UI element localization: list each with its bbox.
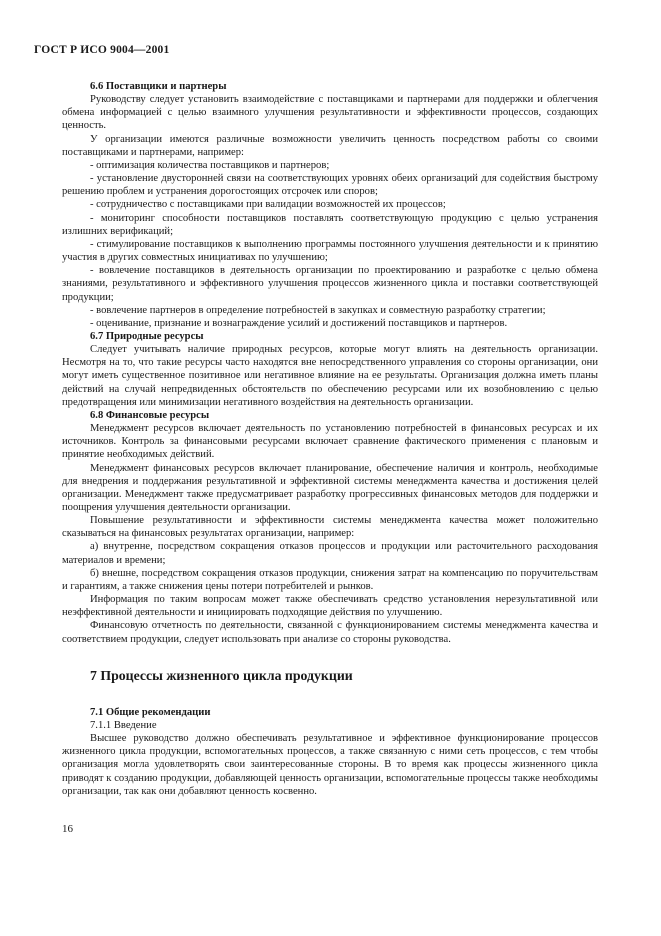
- paragraph: Информация по таким вопросам может также обеспечивать средство установления нерезультативной или неэффективной деятельности и инициировать подходящие действия по улучшению.: [62, 594, 598, 619]
- section-heading-7: 7 Процессы жизненного цикла продукции: [90, 667, 353, 683]
- section-heading-6-7: 6.7 Природные ресурсы: [90, 330, 204, 342]
- paragraph: Менеджмент финансовых ресурсов включает планирование, обеспечение наличия и контроль, необходимые для внедрения и поддержания результативной и эффективной системы менеджмента качества и достижения целей организации. Менеджмент также предусматривает разработку прогрессивных финансовых методов для поддержки и поощрения улучшения деятельности организации.: [62, 462, 598, 513]
- list-item: - вовлечение партнеров в определение потребностей в закупках и совместную разработку стратегии;: [90, 304, 546, 316]
- list-item: - установление двусторонней связи на соответствующих уровнях обеих организаций для содействия быстрому решению проблем и устранения дорогостоящих отсрочек или споров;: [62, 173, 598, 198]
- list-item: - мониторинг способности поставщиков поставлять соответствующую продукцию с целью устранения излишних верификаций;: [62, 212, 598, 237]
- subsection-heading-7-1-1: 7.1.1 Введение: [90, 719, 157, 731]
- page-content: [62, 80, 598, 798]
- list-item: - оценивание, признание и вознаграждение усилий и достижений поставщиков и партнеров.: [90, 317, 508, 329]
- list-item: б) внешне, посредством сокращения отказов продукции, снижения затрат на компенсацию по поручительствам и гарантиям, а также снижения цены потери потребителей и рынков.: [62, 567, 598, 592]
- paragraph: Высшее руководство должно обеспечивать результативное и эффективное функционирование процессов жизненного цикла продукции, вспомогательных процессов, а также связанную с ними сеть процессов, с тем чтобы организация могла удовлетворять свои заинтересованные стороны. В то время как процессы жизненного цикла приводят к созданию продукции, добавляющей ценность организации, вспомогательные процессы также необходимы организации, так как они добавляют ценность косвенно.: [62, 733, 598, 797]
- section-heading-7-1: 7.1 Общие рекомендации: [90, 706, 211, 718]
- list-item: - вовлечение поставщиков в деятельность организации по проектированию и разработке с целью обмена знаниями, результативного и эффективного улучшения процессов жизненного цикла и поставки соответствующей продукции;: [62, 265, 598, 303]
- section-heading-6-8: 6.8 Финансовые ресурсы: [90, 409, 210, 421]
- list-item: - сотрудничество с поставщиками при валидации возможностей их процессов;: [90, 199, 446, 211]
- paragraph: Менеджмент ресурсов включает деятельность по установлению потребностей в финансовых ресурсах и их источников. Контроль за финансовыми ресурсами включает сравнение фактического применения с плановым и принятие необходимых действий.: [62, 423, 598, 461]
- paragraph: Повышение результативности и эффективности системы менеджмента качества может положительно сказываться на финансовых результатах организации, например:: [62, 515, 598, 540]
- page-number: 16: [62, 823, 73, 835]
- list-item: а) внутренне, посредством сокращения отказов процессов и продукции или расточительного расходования материалов и времени;: [62, 541, 598, 566]
- paragraph: У организации имеются различные возможности увеличить ценность посредством работы со своими поставщиками и партнерами, например:: [62, 133, 598, 158]
- paragraph: Руководству следует установить взаимодействие с поставщиками и партнерами для поддержки и облегчения обмена информацией с целью взаимного улучшения результативности и эффективности процессов, создающих ценность.: [62, 94, 598, 132]
- document-id-header: ГОСТ Р ИСО 9004—2001: [34, 44, 170, 56]
- paragraph: Следует учитывать наличие природных ресурсов, которые могут влиять на деятельность организации. Несмотря на то, что такие ресурсы часто находятся вне непосредственного управления со стороны организации, они могут иметь существенное позитивное или негативное влияние на ее результаты. Организация должна иметь планы действий на случай непредвиденных обстоятельств по обеспечению ресурсами или их возобновлению с целью предотвращения или минимизации негативного воздействия на деятельность организации.: [62, 344, 598, 408]
- section-heading-6-6: 6.6 Поставщики и партнеры: [90, 81, 227, 92]
- paragraph: Финансовую отчетность по деятельности, связанной с функционированием системы менеджмента качества и соответствием продукции, следует использовать при анализе со стороны руководства.: [62, 620, 598, 645]
- list-item: - оптимизация количества поставщиков и партнеров;: [90, 159, 330, 171]
- list-item: - стимулирование поставщиков к выполнению программы постоянного улучшения деятельности и к принятию участия в других совместных инициативах по улучшению;: [62, 238, 598, 264]
